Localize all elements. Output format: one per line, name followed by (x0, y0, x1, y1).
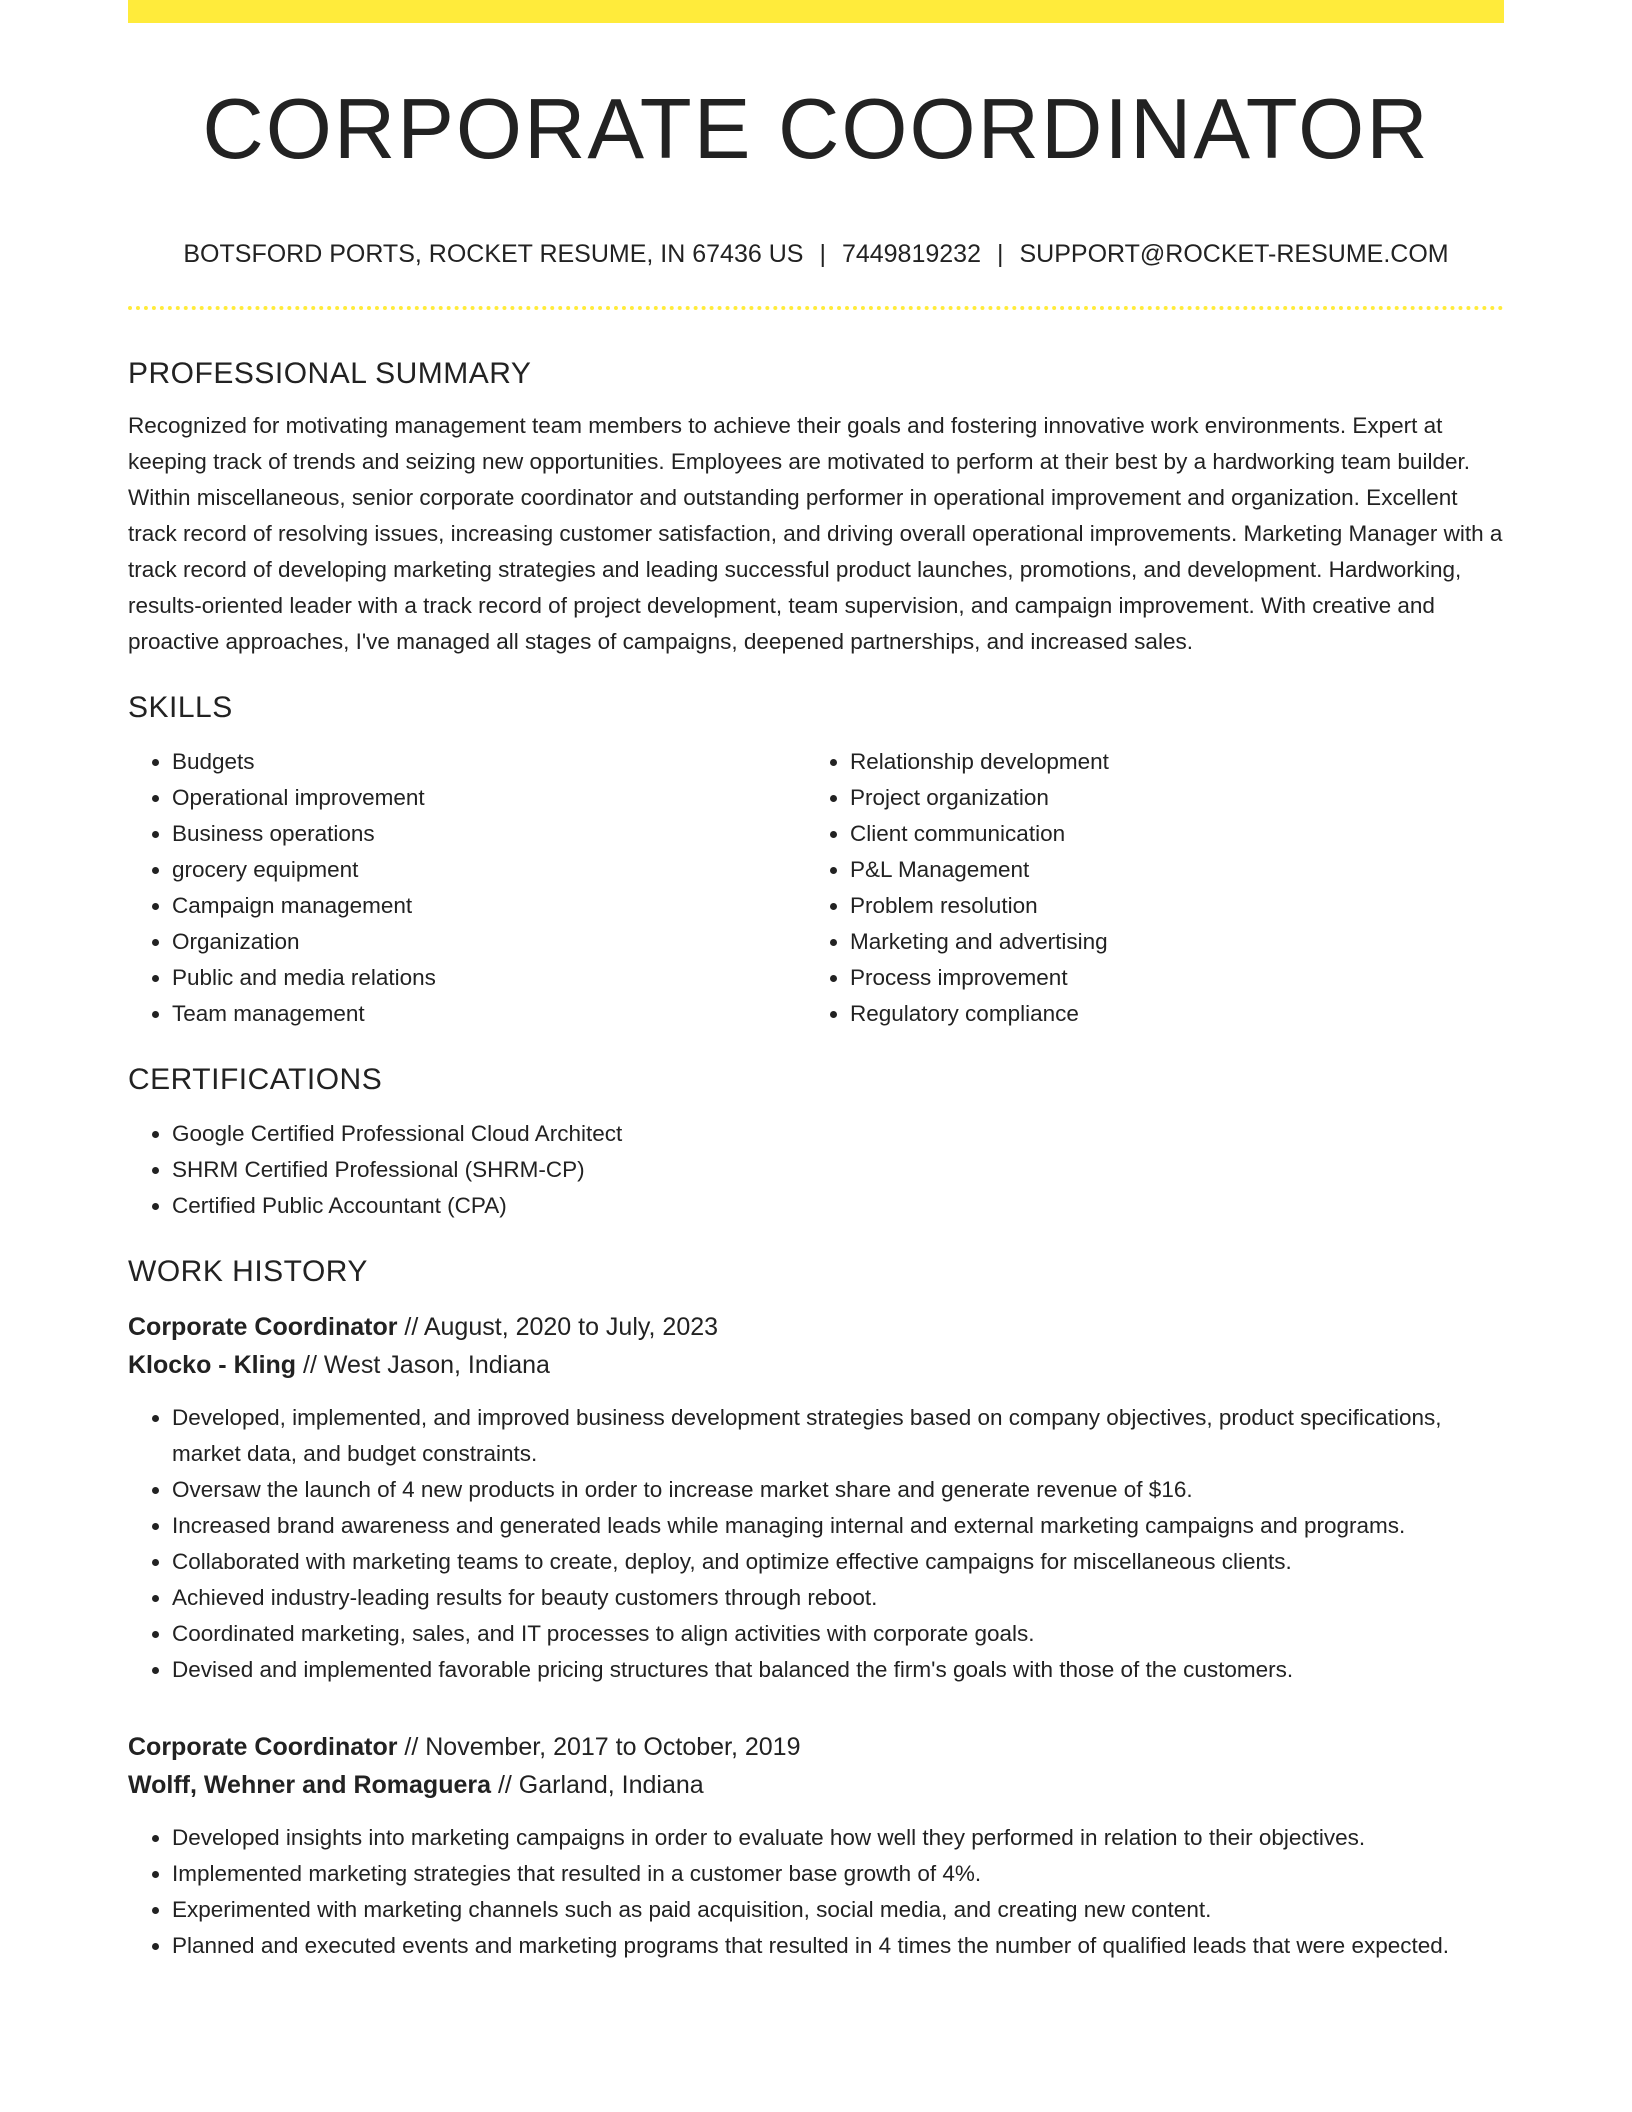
job-bullets (128, 1400, 1504, 1688)
job-bullet: • Developed, implemented, and improved business development strategies based on company objectives, product specifications, market data, and budget constraints. (172, 1400, 1504, 1472)
skill-item: • Campaign management (172, 888, 806, 924)
section-heading: CERTIFICATIONS (128, 1063, 383, 1096)
section-heading: SKILLS (128, 691, 233, 724)
skill-item: • Process improvement (850, 960, 1484, 996)
job-location: // West Jason, Indiana (296, 1351, 550, 1379)
job-role-line (128, 1728, 1504, 1766)
skill-item: • Team management (172, 996, 806, 1032)
job-bullets (128, 1820, 1504, 1964)
job-location: // Garland, Indiana (491, 1771, 704, 1799)
job-bullet: • Increased brand awareness and generated leads while managing internal and external marketing campaigns and programs. (172, 1508, 1504, 1544)
job-company: Wolff, Wehner and Romaguera (128, 1771, 492, 1799)
section-heading: WORK HISTORY (128, 1255, 368, 1288)
job-bullet: • Developed insights into marketing campaigns in order to evaluate how well they performed in relation to their objectives. (172, 1820, 1504, 1856)
job-bullet: • Planned and executed events and marketing programs that resulted in 4 times the number of qualified leads that were expected. (172, 1928, 1504, 1964)
job-bullet: • Experimented with marketing channels such as paid acquisition, social media, and creating new content. (172, 1892, 1504, 1928)
section-heading: PROFESSIONAL SUMMARY (128, 357, 532, 390)
summary-text: Recognized for motivating management team members to achieve their goals and fostering innovative work environments. Expert at keeping track of trends and seizing new opportunities. Employees are motivated to perform at their best by a hardworking team builder. Within miscellaneous, senior corporate coordinator and outstanding performer in operational improvement and organization. Excellent track record of resolving issues, increasing customer satisfaction, and driving overall operational improvements. Marketing Manager with a track record of developing marketing strategies and leading successful product launches, promotions, and development. Hardworking, results-oriented leader with a track record of project development, team supervision, and campaign improvement. With creative and proactive approaches, I've managed all stages of campaigns, deepened partnerships, and increased sales. (128, 413, 1503, 654)
contact-phone: 7449819232 (841, 240, 981, 268)
job-company-line (128, 1346, 1504, 1384)
job-dates: // August, 2020 to July, 2023 (397, 1313, 719, 1341)
certification-item: • SHRM Certified Professional (SHRM-CP) (172, 1152, 1504, 1188)
contact-line (128, 236, 1504, 272)
job-company: Klocko - Kling (128, 1351, 297, 1379)
dotted-divider (128, 306, 1504, 310)
certifications-list (128, 1116, 1504, 1224)
skill-item: • Marketing and advertising (850, 924, 1484, 960)
skill-item: • Operational improvement (172, 780, 806, 816)
job-dates: // November, 2017 to October, 2019 (397, 1733, 801, 1761)
skill-item: • Relationship development (850, 744, 1484, 780)
job-entry (128, 1728, 1504, 1964)
summary-section (128, 352, 1504, 660)
job-role-line (128, 1308, 1504, 1346)
contact-separator: | (996, 240, 1004, 268)
job-company-line (128, 1766, 1504, 1804)
skill-item: • Organization (172, 924, 806, 960)
job-bullet: • Oversaw the launch of 4 new products in order to increase market share and generate revenue of $16. (172, 1472, 1504, 1508)
skills-grid (128, 730, 1504, 1032)
contact-address: BOTSFORD PORTS, ROCKET RESUME, IN 67436 US (183, 240, 804, 268)
page-title: CORPORATE COORDINATOR (202, 82, 1430, 177)
job-bullet: • Devised and implemented favorable pricing structures that balanced the firm's goals with those of the customers. (172, 1652, 1504, 1688)
skill-item: • Budgets (172, 744, 806, 780)
skills-list-left (128, 744, 806, 1032)
resume-content (128, 352, 1504, 1964)
skills-list-right (806, 744, 1484, 1032)
certifications-section (128, 1058, 1504, 1224)
skills-section (128, 686, 1504, 1032)
job-entry (128, 1308, 1504, 1688)
job-bullet: • Coordinated marketing, sales, and IT processes to align activities with corporate goals. (172, 1616, 1504, 1652)
skill-item: • Client communication (850, 816, 1484, 852)
skill-item: • Regulatory compliance (850, 996, 1484, 1032)
job-bullet: • Achieved industry-leading results for beauty customers through reboot. (172, 1580, 1504, 1616)
skill-item: • Business operations (172, 816, 806, 852)
contact-separator: | (819, 240, 826, 268)
accent-bar (128, 0, 1504, 23)
contact-email: SUPPORT@ROCKET-RESUME.COM (1019, 240, 1449, 268)
work-history-section (128, 1250, 1504, 1964)
certification-item: • Google Certified Professional Cloud Architect (172, 1116, 1504, 1152)
skill-item: • grocery equipment (172, 852, 806, 888)
skill-item: • Problem resolution (850, 888, 1484, 924)
job-bullet: • Implemented marketing strategies that resulted in a customer base growth of 4%. (172, 1856, 1504, 1892)
job-role: Corporate Coordinator (128, 1313, 398, 1341)
certification-item: • Certified Public Accountant (CPA) (172, 1188, 1504, 1224)
job-bullet: • Collaborated with marketing teams to create, deploy, and optimize effective campaigns for miscellaneous clients. (172, 1544, 1504, 1580)
skill-item: • Project organization (850, 780, 1484, 816)
job-role: Corporate Coordinator (128, 1733, 398, 1761)
skill-item: • Public and media relations (172, 960, 806, 996)
skill-item: • P&L Management (850, 852, 1484, 888)
